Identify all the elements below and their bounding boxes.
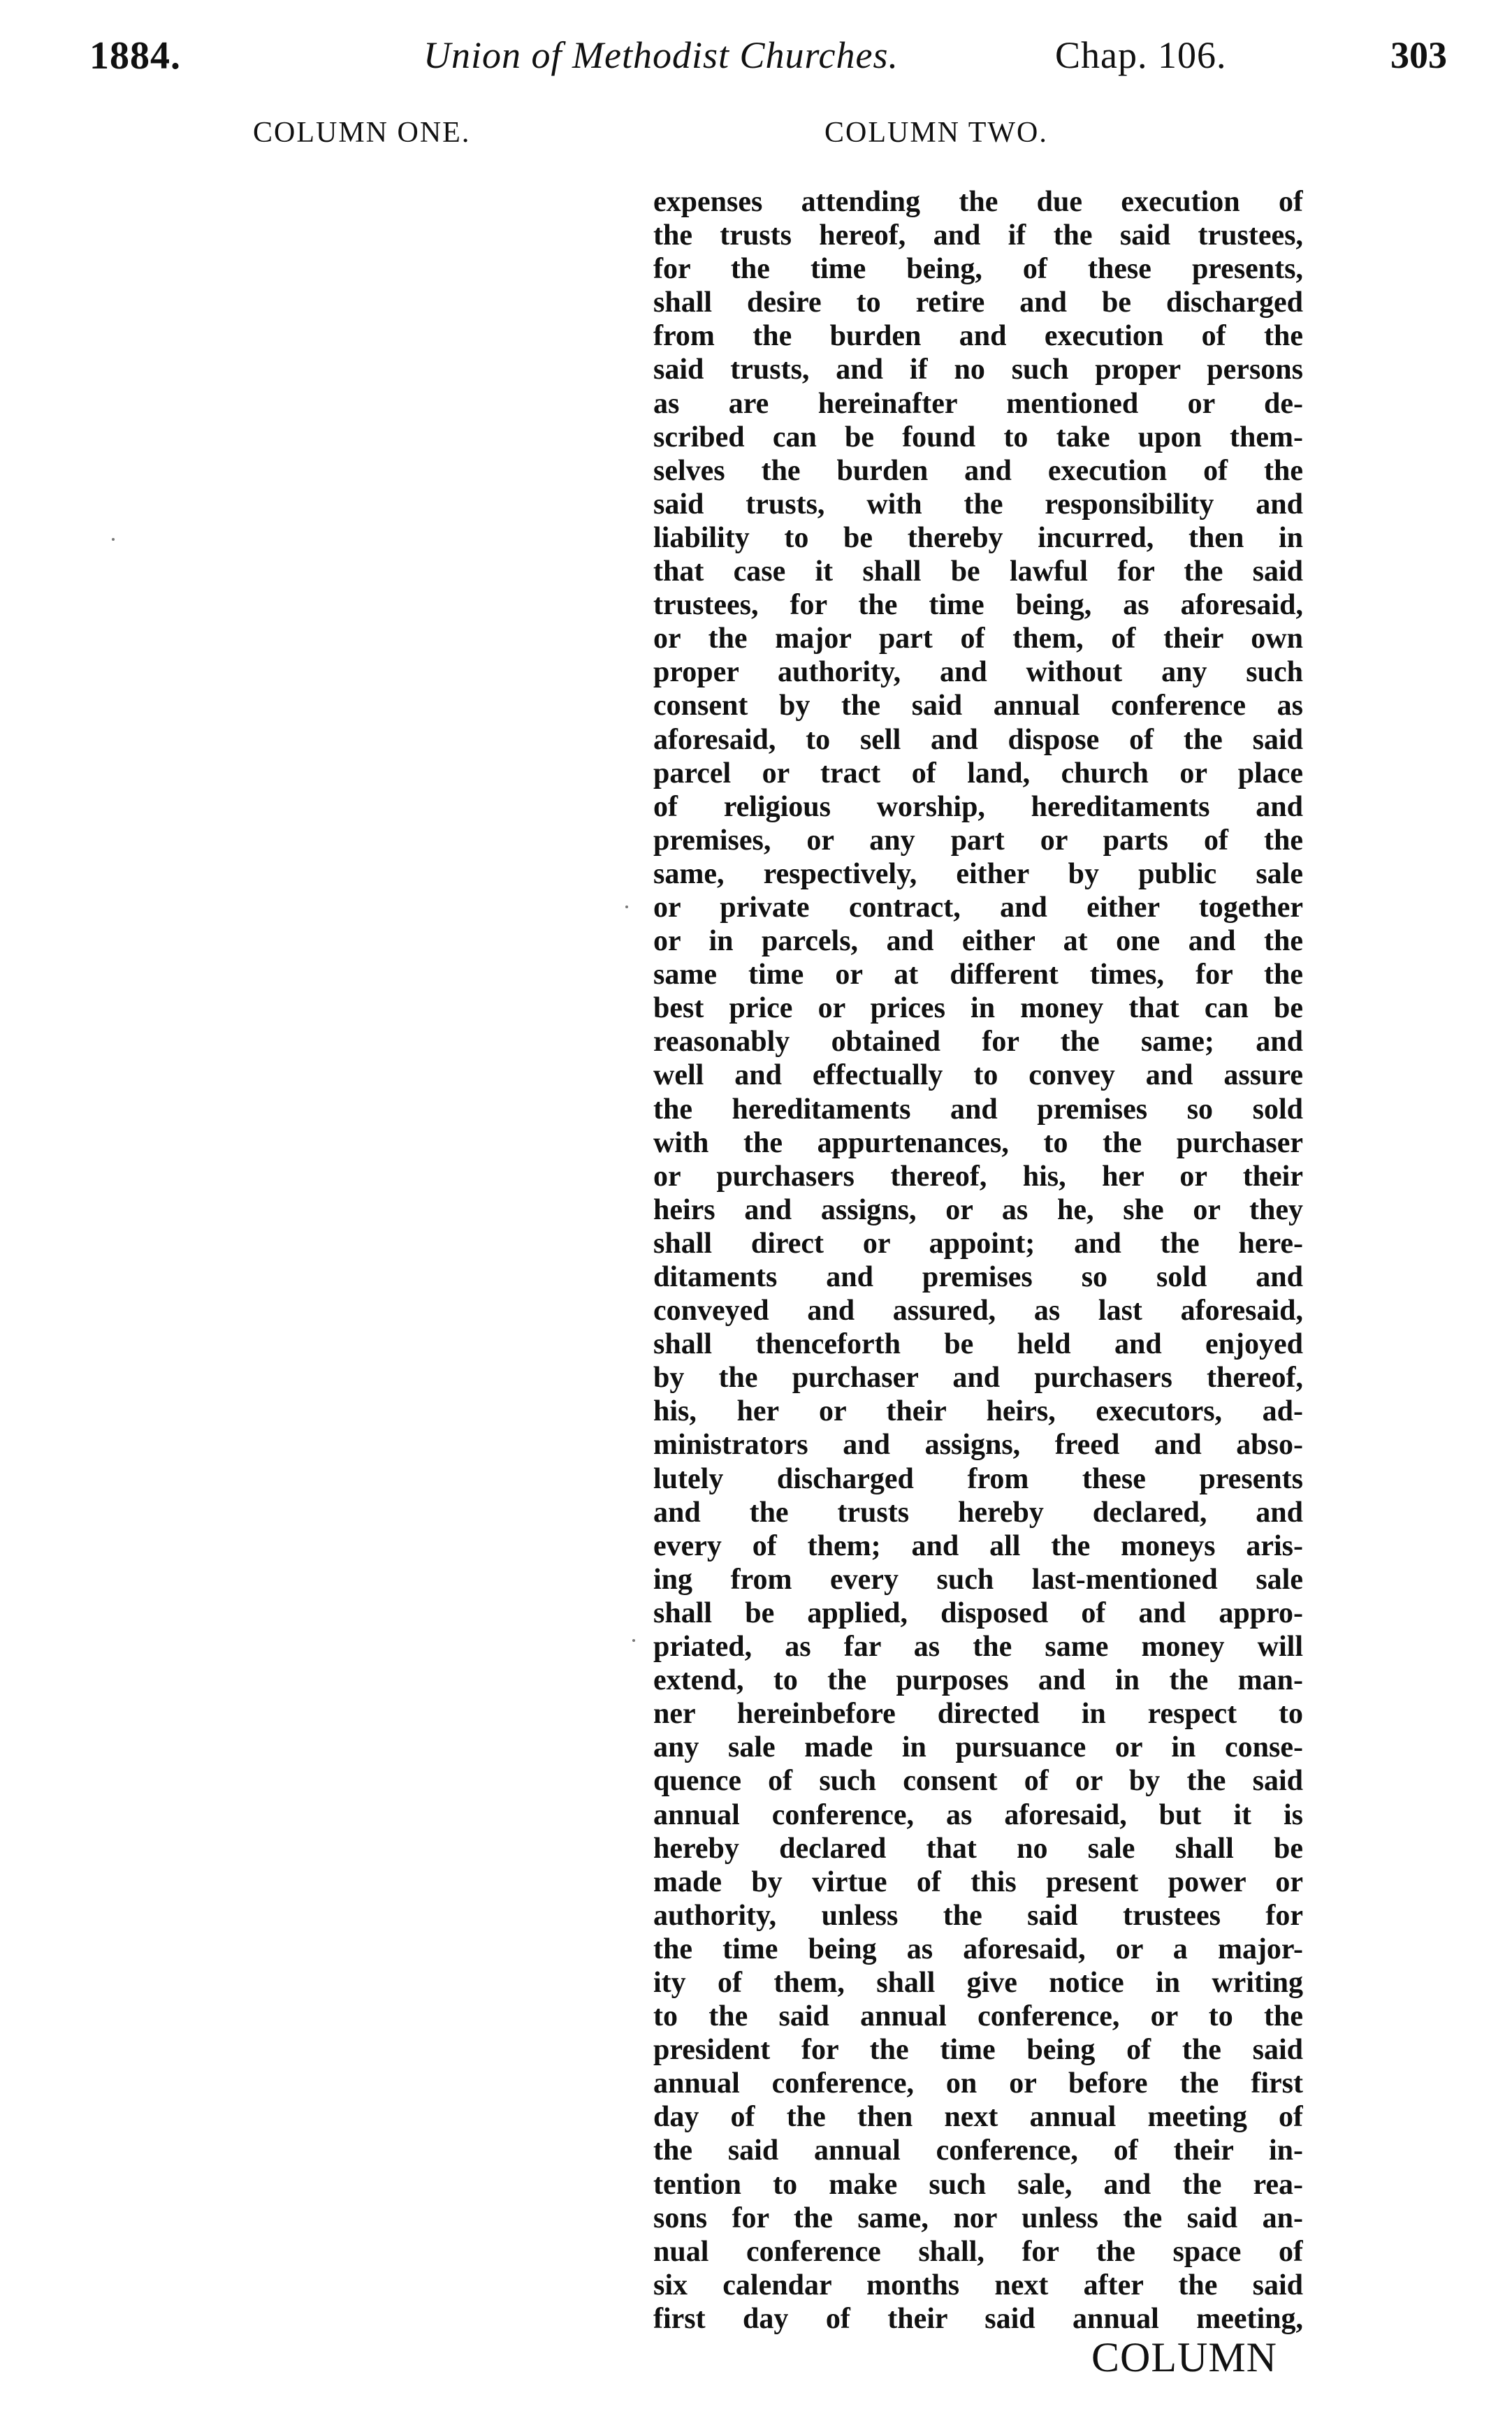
text-line: with the appurtenances, to the purchaser — [653, 1126, 1303, 1159]
page-number: 303 — [1390, 34, 1447, 76]
text-line: ner hereinbefore directed in respect to — [653, 1698, 1303, 1731]
text-line: said trusts, and if no such proper persons — [653, 354, 1303, 386]
text-line: trustees, for the time being, as aforesaid, — [653, 589, 1303, 622]
text-line: proper authority, and without any such — [653, 656, 1303, 689]
margin-speck — [112, 538, 115, 541]
text-line: reasonably obtained for the same; and — [653, 1026, 1303, 1058]
text-line: shall be applied, disposed of and appro- — [653, 1596, 1303, 1629]
catchword: COLUMN — [1091, 2334, 1278, 2380]
text-line: shall thenceforth be held and enjoyed — [653, 1328, 1303, 1361]
text-line: to the said annual conference, or to the — [653, 2000, 1303, 2033]
text-line: or private contract, and either together — [653, 891, 1303, 924]
running-header — [0, 27, 1512, 82]
text-line: and the trusts hereby declared, and — [653, 1496, 1303, 1529]
text-line: expenses attending the due execution of — [653, 186, 1303, 218]
text-line: hereby declared that no sale shall be — [653, 1832, 1303, 1865]
text-line: or in parcels, and either at one and the — [653, 925, 1303, 958]
text-line: quence of such consent of or by the said — [653, 1765, 1303, 1798]
text-line: annual conference, as aforesaid, but it is — [653, 1798, 1303, 1831]
header-title: Union of Methodist Churches. — [423, 34, 899, 76]
text-line: every of them; and all the moneys aris- — [653, 1529, 1303, 1562]
text-line: the trusts hereof, and if the said trustees, — [653, 219, 1303, 252]
text-line: as are hereinafter mentioned or de- — [653, 387, 1303, 420]
margin-speck — [632, 1639, 635, 1642]
text-line: first day of their said annual meeting, — [653, 2302, 1303, 2335]
column-two-text — [653, 185, 1303, 2336]
text-line: any sale made in pursuance or in conse- — [653, 1731, 1303, 1764]
text-line: of religious worship, hereditaments and — [653, 790, 1303, 823]
text-line: or the major part of them, of their own — [653, 623, 1303, 655]
text-line: ing from every such last-mentioned sale — [653, 1563, 1303, 1596]
text-line: day of the then next annual meeting of — [653, 2101, 1303, 2134]
text-line: or purchasers thereof, his, her or their — [653, 1160, 1303, 1193]
text-line: president for the time being of the said — [653, 2034, 1303, 2067]
text-line: made by virtue of this present power or — [653, 1865, 1303, 1898]
text-line: same, respectively, either by public sale — [653, 857, 1303, 890]
text-line: the hereditaments and premises so sold — [653, 1093, 1303, 1126]
text-line: nual conference shall, for the space of — [653, 2235, 1303, 2268]
text-line: best price or prices in money that can be — [653, 992, 1303, 1025]
text-line: parcel or tract of land, church or place — [653, 757, 1303, 790]
text-line: tention to make such sale, and the rea- — [653, 2168, 1303, 2201]
text-line: premises, or any part or parts of the — [653, 824, 1303, 857]
text-line: said trusts, with the responsibility and — [653, 488, 1303, 521]
text-line: shall desire to retire and be discharged — [653, 286, 1303, 319]
text-line: for the time being, of these presents, — [653, 253, 1303, 286]
text-line: six calendar months next after the said — [653, 2269, 1303, 2301]
text-line: conveyed and assured, as last aforesaid, — [653, 1295, 1303, 1327]
text-line: the said annual conference, of their in- — [653, 2134, 1303, 2167]
text-line: ministrators and assigns, freed and abso- — [653, 1429, 1303, 1462]
text-line: priated, as far as the same money will — [653, 1631, 1303, 1664]
text-line: shall direct or appoint; and the here- — [653, 1227, 1303, 1260]
text-line: extend, to the purposes and in the man- — [653, 1664, 1303, 1697]
text-line: his, her or their heirs, executors, ad- — [653, 1395, 1303, 1428]
text-line: from the burden and execution of the — [653, 320, 1303, 353]
text-line: scribed can be found to take upon them- — [653, 421, 1303, 453]
text-line: same time or at different times, for the — [653, 959, 1303, 991]
text-line: ity of them, shall give notice in writing — [653, 1966, 1303, 1999]
header-year: 1884. — [89, 34, 181, 78]
text-line: that case it shall be lawful for the said — [653, 555, 1303, 588]
text-line: well and effectually to convey and assure — [653, 1059, 1303, 1092]
text-line: by the purchaser and purchasers thereof, — [653, 1362, 1303, 1395]
text-line: heirs and assigns, or as he, she or they — [653, 1193, 1303, 1226]
column-one-heading: COLUMN ONE. — [253, 117, 471, 149]
text-line: consent by the said annual conference as — [653, 690, 1303, 722]
text-line: aforesaid, to sell and dispose of the said — [653, 723, 1303, 756]
header-chapter: Chap. 106. — [1055, 34, 1227, 76]
text-line: the time being as aforesaid, or a major- — [653, 1933, 1303, 1965]
text-line: authority, unless the said trustees for — [653, 1899, 1303, 1932]
text-line: annual conference, on or before the first — [653, 2067, 1303, 2100]
text-line: sons for the same, nor unless the said an- — [653, 2202, 1303, 2234]
text-line: ditaments and premises so sold and — [653, 1261, 1303, 1293]
column-two-heading: COLUMN TWO. — [824, 117, 1048, 149]
text-line: selves the burden and execution of the — [653, 454, 1303, 487]
text-line: liability to be thereby incurred, then in — [653, 521, 1303, 554]
margin-speck — [625, 905, 628, 908]
text-line: lutely discharged from these presents — [653, 1462, 1303, 1495]
